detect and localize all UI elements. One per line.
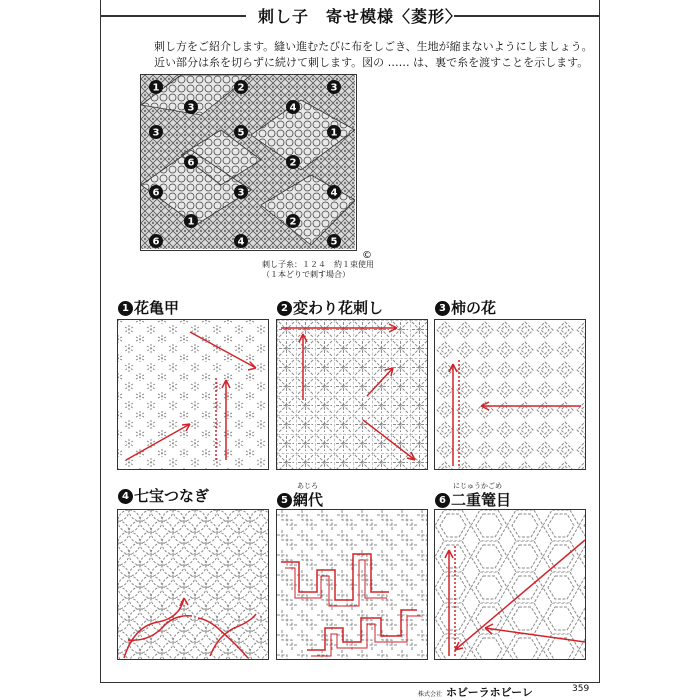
overview-marker-number: 6: [152, 187, 160, 199]
title-rule-right: [454, 15, 599, 17]
overview-marker-number: 2: [289, 157, 297, 169]
overview-marker-number: 3: [330, 82, 338, 94]
pattern-label-4: 4 七宝つなぎ: [118, 485, 209, 506]
overview-marker-number: 3: [237, 187, 245, 199]
intro-line-1: 刺し方をご紹介します。縫い進むたびに布をしごき、生地が縮まないようにしましょう。: [154, 40, 593, 53]
pattern-panel-shippotsunagi: [117, 509, 269, 660]
shippotsunagi-diagram: [118, 510, 269, 660]
overview-marker-number: 1: [152, 82, 160, 94]
overview-marker-number: 1: [330, 127, 338, 139]
overview-marker-number: 3: [152, 127, 160, 139]
overview-marker-number: 5: [330, 236, 338, 248]
pattern-label-3: 3 柿の花: [435, 297, 496, 318]
kawarihanazashi-diagram: [277, 320, 428, 470]
footer-company: 株式会社 ホビーラホビーレ: [418, 686, 533, 699]
kakinohana-diagram: [435, 320, 586, 470]
pattern-panel-kakinohana: [434, 319, 586, 470]
overview-marker-number: 2: [289, 216, 297, 228]
overview-marker-number: 6: [152, 236, 160, 248]
pattern-label-5: 5 網代: [277, 489, 323, 510]
pattern-label-1: 1 花亀甲: [118, 297, 179, 318]
copyright-mark: ©: [362, 250, 372, 261]
overview-marker-number: 4: [330, 187, 338, 199]
page-title: 刺し子 寄せ模様〈菱形〉: [258, 7, 463, 26]
overview-marker-number: 4: [289, 102, 297, 114]
overview-marker-number: 2: [237, 82, 245, 94]
overview-marker-number: 5: [237, 127, 245, 139]
overview-marker-number: 6: [187, 157, 195, 169]
overview-sampler: [141, 75, 355, 249]
pattern-label-2: 2 変わり花刺し: [277, 297, 383, 318]
ajiro-diagram: [277, 510, 428, 660]
furigana-5: あじろ: [297, 482, 318, 490]
hanakikko-diagram: [118, 320, 269, 470]
pattern-panel-nijuukagome: [434, 509, 586, 660]
thread-note-1: 刺し子糸：１２４ 約１束使用: [262, 260, 374, 269]
overview-marker-number: 4: [237, 236, 245, 248]
pattern-panel-hanakikko: [117, 319, 269, 470]
thread-note-2: （１本どりで刺す場合）: [262, 270, 350, 279]
intro-line-2: 近い部分は糸を切らずに続けて刺します。図の …… は、裏で糸を渡すことを示します。: [154, 56, 589, 69]
page-number: 359: [572, 684, 590, 694]
furigana-6: にじゅうかごめ: [453, 482, 502, 490]
overview-marker-number: 3: [187, 102, 195, 114]
title-rule-left: [100, 15, 246, 17]
pattern-label-6: 6 二重篭目: [435, 489, 511, 510]
overview-diagram: [140, 74, 357, 251]
overview-marker-number: 1: [187, 216, 195, 228]
pattern-panel-ajiro: [276, 509, 428, 660]
pattern-panel-kawarihanazashi: [276, 319, 428, 470]
nijuukagome-diagram: [435, 510, 586, 660]
